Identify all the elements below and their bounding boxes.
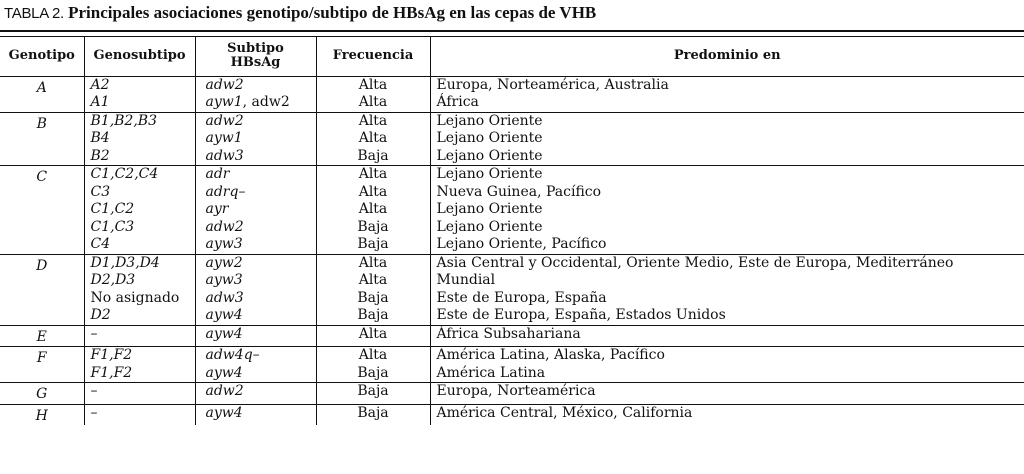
predominio-cell xyxy=(430,112,1024,166)
frecuencia-value: Alta xyxy=(358,183,388,200)
table-row xyxy=(0,383,1024,405)
header-row xyxy=(0,36,1024,76)
table-row xyxy=(0,325,1024,347)
frecuencia-cell xyxy=(316,325,430,347)
genosubtipo-value: No asignado xyxy=(90,289,180,306)
header-genosubtipo: Genosubtipo xyxy=(84,36,195,76)
predominio-value: Asia Central y Occidental, Oriente Medio, Este de Europa, Mediterráneo xyxy=(436,254,954,271)
predominio-value: Lejano Oriente xyxy=(436,112,543,129)
predominio-value: Europa, Norteamérica, Australia xyxy=(436,76,669,93)
table-label: TABLA 2. xyxy=(4,5,64,22)
genosubtipo-cell xyxy=(84,325,195,347)
subtipo-italic: adw2 xyxy=(205,76,244,93)
genosubtipo-value: B1,B2,B3 xyxy=(90,112,157,129)
genosubtipo-cell xyxy=(84,404,195,425)
subtipo-value xyxy=(206,290,316,308)
genotipo-value: E xyxy=(36,328,47,345)
subtipo-value xyxy=(206,166,316,184)
subtipo-extra: , adw2 xyxy=(242,94,290,110)
predominio-cell xyxy=(430,383,1024,405)
genosubtipo-value: – xyxy=(90,383,98,399)
genosubtipo-value: B2 xyxy=(90,147,110,164)
frecuencia-cell xyxy=(316,112,430,166)
frecuencia-value: Alta xyxy=(358,272,388,288)
predominio-value: Este de Europa, España xyxy=(436,289,607,306)
genotipo-value: D xyxy=(36,257,48,274)
predominio-value: Europa, Norteamérica xyxy=(436,383,596,399)
genosubtipo-value: C4 xyxy=(90,236,111,252)
genotipo-cell xyxy=(0,112,84,166)
subtipo-italic: ayw4 xyxy=(205,307,243,323)
genosubtipo-value: D2 xyxy=(90,307,111,323)
subtipo-italic: ayw4 xyxy=(205,364,243,381)
genosubtipo-value: C3 xyxy=(90,183,111,200)
genotipo-value: A xyxy=(36,79,47,96)
header-subtipo-line2: HBsAg xyxy=(230,54,281,70)
subtipo-cell xyxy=(195,112,316,166)
header-top-rule xyxy=(0,36,1024,37)
subtipo-value xyxy=(206,365,316,383)
subtipo-cell xyxy=(195,383,316,405)
subtipo-italic: adw3 xyxy=(205,289,244,306)
subtipo-italic: adw2 xyxy=(205,383,244,399)
subtipo-cell xyxy=(195,347,316,383)
subtipo-italic: adw3 xyxy=(205,147,244,164)
frecuencia-value: Alta xyxy=(358,94,388,110)
subtipo-value xyxy=(206,77,316,95)
predominio-cell xyxy=(430,254,1024,325)
table-title: Principales asociaciones genotipo/subtipo de HBsAg en las cepas de VHB xyxy=(68,3,597,22)
subtipo-italic: ayw1 xyxy=(205,130,243,146)
subtipo-value xyxy=(206,255,316,273)
table-row xyxy=(0,76,1024,112)
subtipo-value xyxy=(206,148,316,166)
predominio-value: Lejano Oriente xyxy=(436,130,543,146)
predominio-value: África xyxy=(436,94,479,110)
subtipo-italic: ayw3 xyxy=(205,236,243,252)
frecuencia-value: Alta xyxy=(358,112,388,129)
subtipo-value xyxy=(206,236,316,254)
genosubtipo-value: F1,F2 xyxy=(90,364,133,381)
predominio-cell xyxy=(430,347,1024,383)
frecuencia-cell xyxy=(316,404,430,425)
predominio-value: África Subsahariana xyxy=(436,325,581,342)
predominio-value: Lejano Oriente xyxy=(436,147,543,164)
predominio-cell xyxy=(430,404,1024,425)
subtipo-value xyxy=(206,405,316,423)
frecuencia-value: Alta xyxy=(358,76,388,93)
predominio-value: América Latina, Alaska, Pacífico xyxy=(436,347,665,363)
predominio-cell xyxy=(430,166,1024,255)
genosubtipo-value: F1,F2 xyxy=(90,347,133,363)
genotipo-value: F xyxy=(36,350,47,366)
genosubtipo-cell xyxy=(84,383,195,405)
frecuencia-value: Alta xyxy=(358,201,388,217)
genosubtipo-value: C1,C2 xyxy=(90,201,135,217)
subtipo-cell xyxy=(195,404,316,425)
frecuencia-value: Alta xyxy=(358,325,388,342)
header-predominio: Predominio en xyxy=(673,47,781,63)
frecuencia-value: Baja xyxy=(357,364,389,381)
predominio-value: América Latina xyxy=(436,364,546,381)
genotipo-value: G xyxy=(36,386,48,402)
subtipo-value xyxy=(206,347,316,365)
genosubtipo-value: C1,C3 xyxy=(90,218,135,235)
subtipo-italic: adrq– xyxy=(205,183,246,200)
genosubtipo-value: – xyxy=(90,325,98,342)
frecuencia-value: Alta xyxy=(358,166,388,182)
predominio-value: Lejano Oriente xyxy=(436,218,543,235)
predominio-value: Este de Europa, España, Estados Unidos xyxy=(436,307,726,323)
table-row xyxy=(0,254,1024,325)
subtipo-value xyxy=(206,130,316,148)
frecuencia-value: Baja xyxy=(357,383,389,399)
subtipo-italic: adr xyxy=(205,166,230,182)
frecuencia-cell xyxy=(316,347,430,383)
subtipo-cell xyxy=(195,254,316,325)
table-row xyxy=(0,347,1024,383)
subtipo-italic: ayw3 xyxy=(205,272,243,288)
genosubtipo-value: D2,D3 xyxy=(90,272,136,288)
subtipo-value xyxy=(206,184,316,202)
subtipo-italic: adw2 xyxy=(205,112,244,129)
table-caption xyxy=(4,2,596,25)
frecuencia-value: Baja xyxy=(357,289,389,306)
genotipo-cell xyxy=(0,383,84,405)
subtipo-italic: ayw2 xyxy=(205,254,243,271)
genotipo-cell xyxy=(0,347,84,383)
predominio-value: Mundial xyxy=(436,272,496,288)
subtipo-value xyxy=(206,272,316,290)
genosubtipo-cell xyxy=(84,112,195,166)
header-genotipo: Genotipo xyxy=(0,36,84,76)
genotipo-cell xyxy=(0,76,84,112)
genosubtipo-cell xyxy=(84,254,195,325)
genosubtipo-value: – xyxy=(90,404,98,421)
subtipo-value xyxy=(206,307,316,325)
subtipo-italic: adw2 xyxy=(205,218,244,235)
predominio-cell xyxy=(430,76,1024,112)
genotipo-cell xyxy=(0,404,84,425)
header-subtipo xyxy=(195,36,316,76)
subtipo-italic: ayw1 xyxy=(205,94,243,110)
table-body xyxy=(0,76,1024,425)
subtipo-value xyxy=(206,383,316,401)
frecuencia-value: Alta xyxy=(358,130,388,146)
genosubtipo-value: B4 xyxy=(90,130,110,146)
subtipo-italic: adw4q– xyxy=(205,347,260,363)
frecuencia-cell xyxy=(316,166,430,255)
predominio-value: Lejano Oriente, Pacífico xyxy=(436,236,607,252)
frecuencia-value: Baja xyxy=(357,147,389,164)
frecuencia-value: Baja xyxy=(357,236,389,252)
genotipo-value: C xyxy=(36,169,48,185)
genosubtipo-cell xyxy=(84,347,195,383)
frecuencia-cell xyxy=(316,76,430,112)
frecuencia-cell xyxy=(316,383,430,405)
subtipo-cell xyxy=(195,325,316,347)
genosubtipo-value: D1,D3,D4 xyxy=(90,254,160,271)
subtipo-value xyxy=(206,219,316,237)
subtipo-italic: ayw4 xyxy=(205,325,243,342)
predominio-cell xyxy=(430,325,1024,347)
frecuencia-value: Baja xyxy=(357,404,389,421)
genotipo-cell xyxy=(0,166,84,255)
predominio-value: Lejano Oriente xyxy=(436,201,543,217)
genosubtipo-cell xyxy=(84,166,195,255)
frecuencia-cell xyxy=(316,254,430,325)
table-row xyxy=(0,404,1024,425)
header-frecuencia: Frecuencia xyxy=(316,36,430,76)
genotipo-cell xyxy=(0,325,84,347)
predominio-value: Nueva Guinea, Pacífico xyxy=(436,183,602,200)
subtipo-value xyxy=(206,113,316,131)
subtipo-value xyxy=(206,94,316,112)
frecuencia-value: Baja xyxy=(357,307,389,323)
genosubtipo-value: C1,C2,C4 xyxy=(90,166,159,182)
genosubtipo-cell xyxy=(84,76,195,112)
genotype-table xyxy=(0,36,1024,425)
subtipo-value xyxy=(206,326,316,344)
frecuencia-value: Alta xyxy=(358,347,388,363)
subtipo-cell xyxy=(195,76,316,112)
genotipo-value: B xyxy=(36,115,47,132)
genosubtipo-value: A1 xyxy=(90,94,110,110)
subtipo-cell xyxy=(195,166,316,255)
frecuencia-value: Alta xyxy=(358,254,388,271)
top-rule xyxy=(0,30,1024,32)
table-row xyxy=(0,112,1024,166)
frecuencia-value: Baja xyxy=(357,218,389,235)
header-subtipo-line1: Subtipo xyxy=(227,40,284,56)
table-row xyxy=(0,166,1024,255)
subtipo-value xyxy=(206,201,316,219)
genotipo-cell xyxy=(0,254,84,325)
subtipo-italic: ayw4 xyxy=(205,404,243,421)
genosubtipo-value: A2 xyxy=(90,76,110,93)
genotipo-value: H xyxy=(35,407,48,424)
predominio-value: América Central, México, California xyxy=(436,404,693,421)
predominio-value: Lejano Oriente xyxy=(436,166,543,182)
subtipo-italic: ayr xyxy=(205,201,229,217)
